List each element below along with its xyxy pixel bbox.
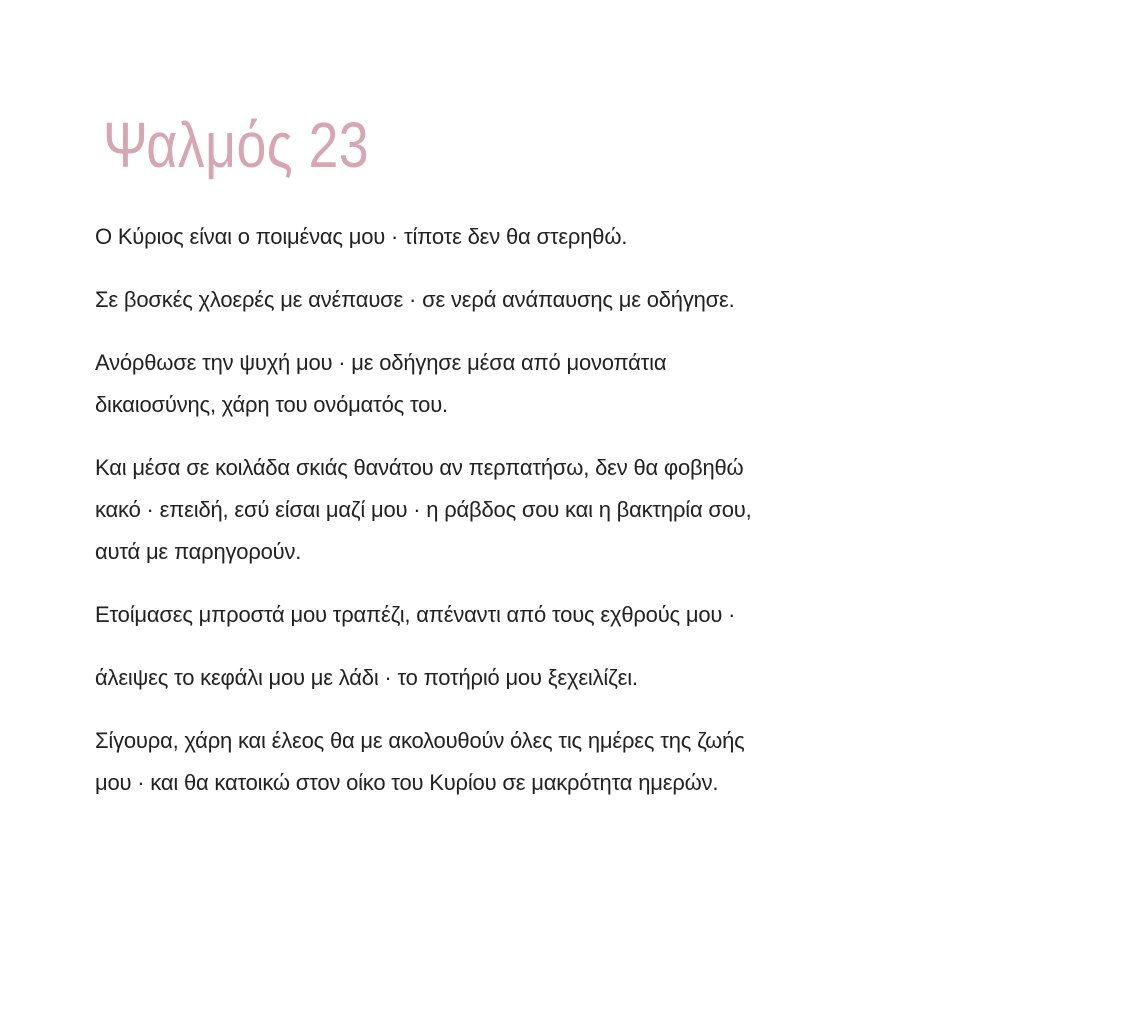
psalm-verse-2 xyxy=(95,279,895,321)
verse-line: Ετοίμασες μπροστά μου τραπέζι, απέναντι από τους εχθρούς μου · xyxy=(95,602,736,627)
verse-line: δικαιοσύνης, χάρη του ονόματός του. xyxy=(95,392,448,417)
verse-line: Και μέσα σε κοιλάδα σκιάς θανάτου αν περπατήσω, δεν θα φοβηθώ xyxy=(95,455,744,480)
document-page xyxy=(0,109,1123,1028)
verse-line: Ανόρθωσε την ψυχή μου · με οδήγησε μέσα από μονοπάτια xyxy=(95,350,667,375)
verse-line: Ο Κύριος είναι ο ποιμένας μου · τίποτε δεν θα στερηθώ. xyxy=(95,224,628,249)
psalm-verse-1 xyxy=(95,216,895,258)
page-title: Ψαλμός 23 xyxy=(103,109,370,181)
psalm-verse-6 xyxy=(95,657,895,699)
verse-line: μου · και θα κατοικώ στον οίκο του Κυρίου σε μακρότητα ημερών. xyxy=(95,770,719,795)
psalm-verse-3 xyxy=(95,342,895,426)
verse-line: Σίγουρα, χάρη και έλεος θα με ακολουθούν όλες τις ημέρες της ζωής xyxy=(95,728,745,753)
verse-line: Σε βοσκές χλοερές με ανέπαυσε · σε νερά ανάπαυσης με οδήγησε. xyxy=(95,287,735,312)
psalm-body xyxy=(95,216,895,804)
psalm-verse-5 xyxy=(95,594,895,636)
verse-line: αυτά με παρηγορούν. xyxy=(95,539,302,564)
psalm-verse-7 xyxy=(95,720,895,804)
psalm-verse-4 xyxy=(95,447,895,573)
verse-line: κακό · επειδή, εσύ είσαι μαζί μου · η ράβδος σου και η βακτηρία σου, xyxy=(95,497,752,522)
verse-line: άλειψες το κεφάλι μου με λάδι · το ποτήριό μου ξεχειλίζει. xyxy=(95,665,638,690)
